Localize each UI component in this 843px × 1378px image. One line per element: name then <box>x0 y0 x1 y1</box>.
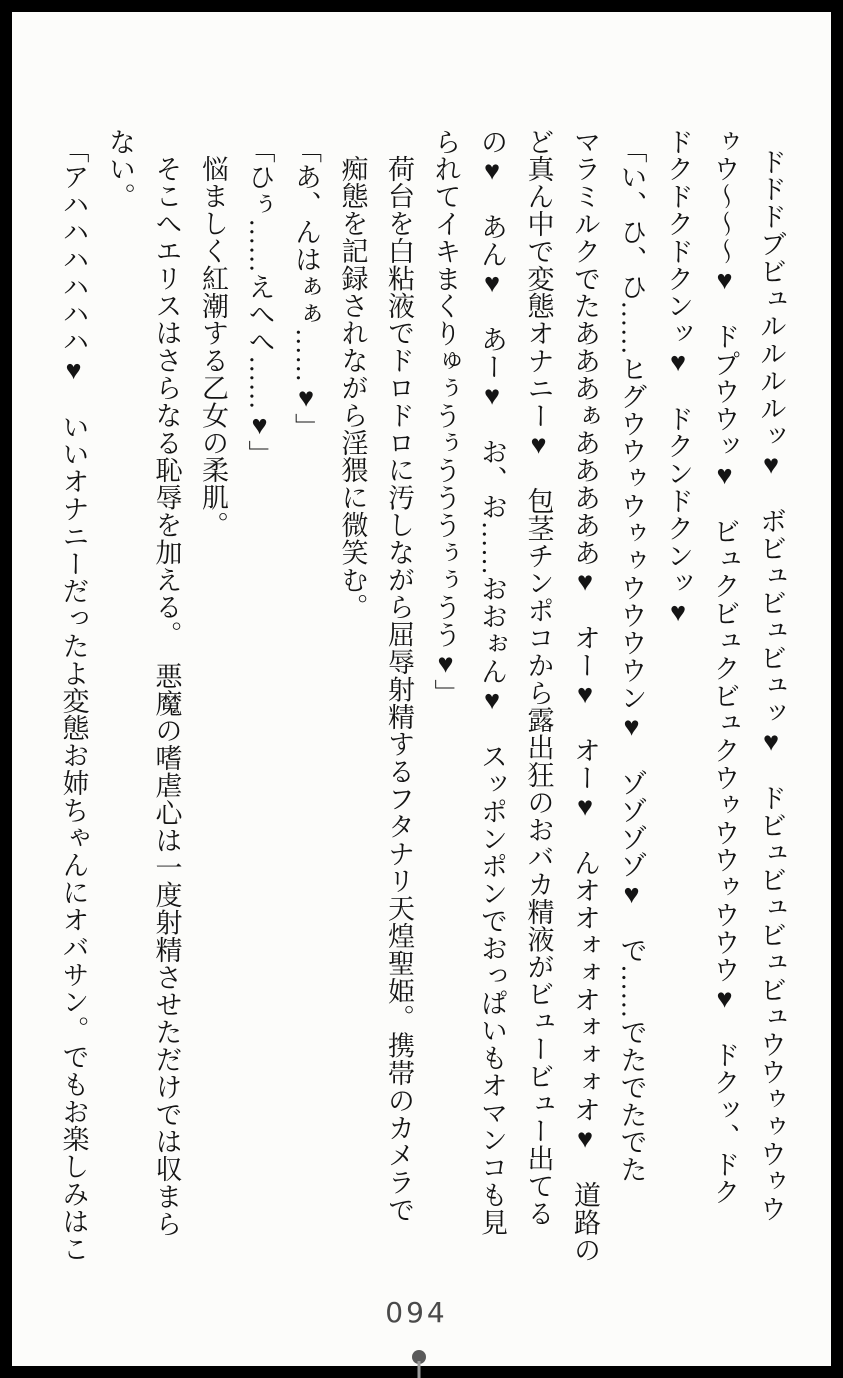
text-line: ど真ん中で変態オナニー♥ 包茎チンポコから露出狂のおバカ精液がビュービュー出てる <box>523 128 554 1227</box>
vertical-text-block <box>50 128 794 1268</box>
page-number: 094 <box>385 1296 448 1329</box>
text-line: ドドドブビュルルルルッ♥ ボビュビュビュッ♥ ドビュビュビュビュウウゥゥウゥウ <box>756 148 786 1223</box>
text-line: ドクドクドクンッ♥ ドクンドクンッ♥ <box>663 128 693 628</box>
text-line: 「アハハハハハハ♥ いいオナニーだったよ変態お姉ちゃんにオバサン。でもお楽しみはこ <box>58 136 89 1263</box>
text-line: 「い、ひ、ひ……ヒグウウゥウゥゥウウウウン♥ ゾゾゾゾ♥ で……でたでたでた <box>616 136 647 1184</box>
text-line: そこへエリスはさらなる恥辱を加える。 悪魔の嗜虐心は一度射精させただけでは収まら <box>151 155 182 1238</box>
paper-background <box>12 12 831 1366</box>
text-line: の♥ あん♥ あー♥ お、お……おおぉん♥ スッポンポンでおっぱいもオマンコも見 <box>477 128 507 1236</box>
page-ornament-line <box>417 1361 420 1378</box>
text-line: ない。 <box>105 128 135 211</box>
text-line: 「あ、んはぁぁ……♥」 <box>291 136 321 441</box>
text-line: 痴態を記録されながら淫猥に微笑む。 <box>337 155 368 621</box>
text-line: マラミルクでたあああぁあああああ♥ オー♥ オー♥ んオオォォオォォォオ♥ 道路の <box>570 128 600 1264</box>
text-line: 荷台を白粘液でドロドロに汚しながら屈辱射精するフタナリ天煌聖姫。携帯のカメラで <box>384 155 414 1224</box>
text-line: 「ひぅ……えへへ……♥」 <box>244 136 275 468</box>
text-line: 悩ましく紅潮する乙女の柔肌。 <box>198 155 228 539</box>
text-line: られてイキまくりゅぅうぅうううぅぅうう♥」 <box>430 128 461 707</box>
text-line: ゥウ～～～♥ ドプウウッ♥ ビュクビュクビュクウゥウウゥウウウ♥ ドクッ、ドク <box>709 128 740 1206</box>
